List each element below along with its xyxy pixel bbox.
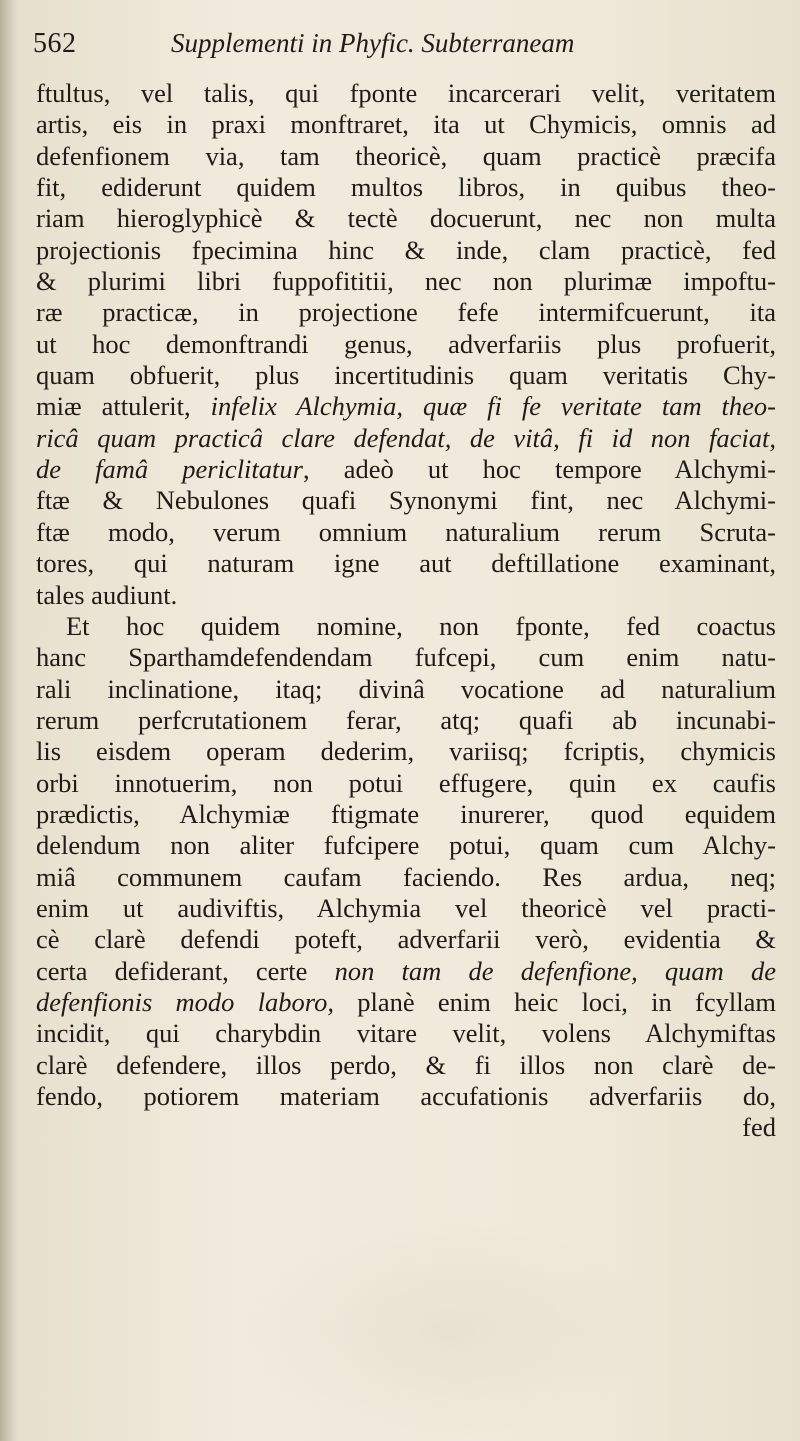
text-line [36,1050,776,1081]
text-line [36,862,776,893]
text-line [36,266,776,297]
italic-text: non tam de defenfione, quam de [334,955,776,986]
text-line [36,517,776,548]
text-run: enim ut audiviftis, Alchymia vel theoricè vel practi- [36,892,776,923]
text-line [36,1018,776,1049]
paper-stain [240,1220,660,1440]
text-line [36,987,776,1018]
text-run: delendum non aliter fufcipere potui, quam cum Alchy- [36,830,776,861]
text-line [36,203,776,234]
running-head: Supplementi in Phyfic. Subterraneam [171,28,575,58]
text-run: certa defiderant, certe [36,955,335,986]
text-run: rerum perfcrutationem ferar, atq; quafi ab incunabi- [36,704,776,735]
text-run: orbi innotuerim, non potui effugere, quin ex caufis [36,767,776,798]
text-line [36,548,776,579]
text-line [36,736,776,767]
text-line [36,1081,776,1112]
text-run: prædictis, Alchymiæ ftigmate inurerer, quod equidem [36,798,776,829]
text-run: rali inclinatione, itaq; divinâ vocatione ad naturalium [36,673,776,704]
italic-text: defenfionis modo laboro, [36,986,335,1017]
text-run: fit, ediderunt quidem multos libros, in quibus theo- [36,172,776,203]
page-gutter-shadow [0,0,18,1441]
italic-text: infelix Alchymia, quæ fi fe veritate tam theo- [210,391,776,422]
text-run: ræ practicæ, in projectione fefe intermifcuerunt, ita [36,297,776,328]
text-run: defenfionem via, tam theoricè, quam practicè præcifa [36,140,776,171]
text-line [36,391,776,422]
text-run: & plurimi libri fuppofititii, nec non plurimæ impoftu- [36,266,776,297]
text-run: ftultus, vel talis, qui fponte incarcerari velit, veritatem [36,78,776,108]
text-run: riam hieroglyphicè & tectè docuerunt, nec non multa [36,203,776,234]
text-line [36,141,776,172]
text-run: ftæ & Nebulones quafi Synonymi fint, nec Alchymi- [36,485,776,516]
text-line [36,454,776,485]
text-line [36,956,776,987]
text-line [36,423,776,454]
text-line [36,705,776,736]
text-run: planè enim heic loci, in fcyllam [334,986,776,1017]
page-number: 562 [33,28,77,59]
text-line [36,580,776,611]
text-line [36,109,776,140]
text-run: cè clarè defendi poteft, adverfarii verò, evidentia & [36,924,776,955]
text-run: incidit, qui charybdin vitare velit, volens Alchymiftas [36,1018,776,1049]
text-run: miæ attulerit, [36,391,211,422]
text-line [36,924,776,955]
text-line [36,360,776,391]
text-run: lis eisdem operam dederim, variisq; fcriptis, chymicis [36,736,776,767]
text-run: projectionis fpecimina hinc & inde, clam practicè, fed [36,234,776,265]
text-run: ut hoc demonftrandi genus, adverfariis plus profuerit, [36,328,776,359]
text-line [36,297,776,328]
text-line [36,78,776,109]
text-line [36,329,776,360]
body-text [36,78,776,1144]
text-run: miâ communem caufam faciendo. Res ardua, neq; [36,861,776,892]
text-run: clarè defendere, illos perdo, & fi illos non clarè de- [36,1049,776,1080]
text-run: tores, qui naturam igne aut deftillatione examinant, [36,548,776,579]
text-run: tales audiunt. [36,579,178,610]
text-run: fed [742,1112,776,1143]
text-run: quam obfuerit, plus incertitudinis quam veritatis Chy- [36,360,776,391]
italic-text: de famâ periclitatur [36,454,303,485]
page-header [33,22,773,70]
text-line [36,172,776,203]
text-line [36,799,776,830]
text-run: ftæ modo, verum omnium naturalium rerum Scruta- [36,516,776,547]
text-run: artis, eis in praxi monftraret, ita ut Chymicis, omnis ad [36,109,776,140]
text-line [36,642,776,673]
text-line [36,768,776,799]
text-line [36,611,776,642]
text-run: fendo, potiorem materiam accufationis adverfariis do, [36,1081,776,1111]
text-line [36,674,776,705]
italic-text: ricâ quam practicâ clare defendat, de vitâ, fi id non faciat, [36,422,776,453]
text-line [36,485,776,516]
text-run: hanc Sparthamdefendendam fufcepi, cum enim natu- [36,642,776,673]
text-line [36,893,776,924]
text-run: , adeò ut hoc tempore Alchymi- [302,454,776,485]
text-line [36,1112,776,1143]
text-line [36,830,776,861]
text-line [36,235,776,266]
text-run: Et hoc quidem nomine, non fponte, fed coactus [66,610,776,641]
